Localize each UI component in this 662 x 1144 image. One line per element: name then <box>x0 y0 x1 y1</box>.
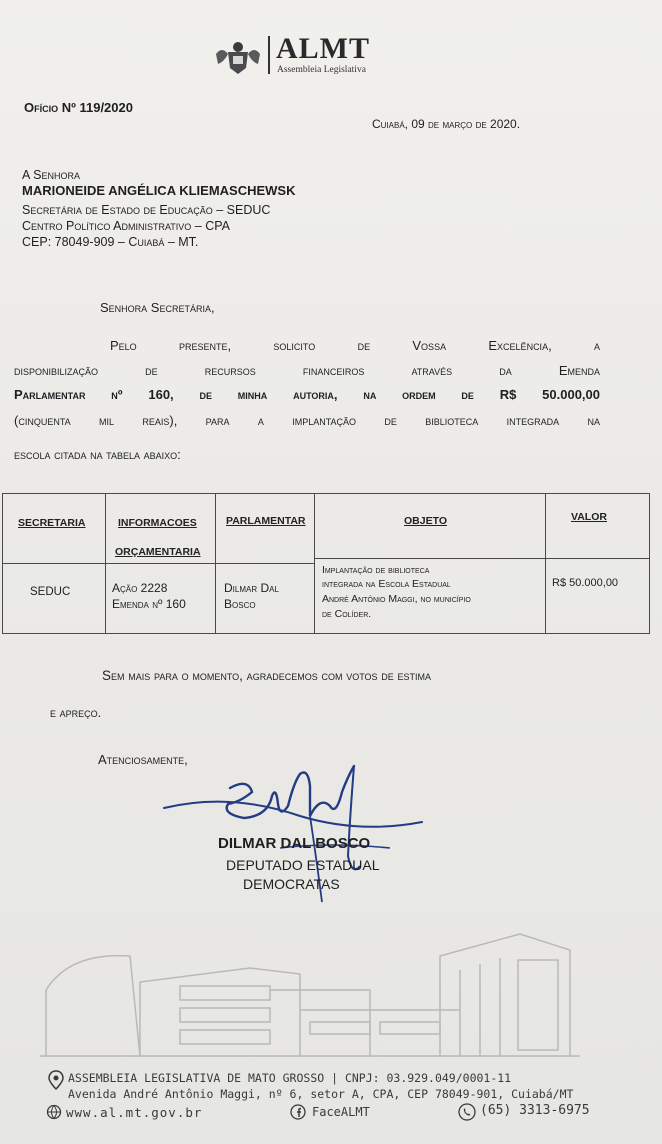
table-cell-secretaria: SEDUC <box>30 586 71 598</box>
logo-divider <box>268 36 270 74</box>
table-cell-objeto-1: Implantação de biblioteca <box>322 564 430 576</box>
table-cell-objeto-4: de Colíder. <box>322 608 372 620</box>
salutation: Senhora Secretária, <box>100 300 215 315</box>
footer-website[interactable]: www.al.mt.gov.br <box>66 1105 203 1120</box>
table-cell-valor: R$ 50.000,00 <box>552 577 619 589</box>
signatory-role: DEPUTADO ESTADUAL <box>226 857 380 873</box>
closing-regards: Atenciosamente, <box>98 752 188 767</box>
table-header-secretaria: SECRETARIA <box>18 517 86 529</box>
phone-icon <box>458 1103 476 1121</box>
logo-title: ALMT <box>276 32 370 65</box>
footer-institution: ASSEMBLEIA LEGISLATIVA DE MATO GROSSO | CNPJ: 03.929.049/0001-11 <box>68 1071 512 1085</box>
letter-date: Cuiabá, 09 de março de 2020. <box>372 117 521 131</box>
table-cell-acao: Ação 2228 <box>112 581 168 595</box>
table-cell-objeto-2: integrada na Escola Estadual <box>322 578 451 590</box>
recipient-line-2: Centro Político Administrativo – CPA <box>22 219 230 233</box>
budget-table <box>2 493 650 635</box>
signatory-name: DILMAR DAL BOSCO <box>218 835 371 852</box>
facebook-icon <box>290 1104 306 1120</box>
body-line: Parlamentar nº 160, de minha autoria, na ordem de R$ 50.000,00 <box>14 387 600 402</box>
table-cell-objeto-3: André Antônio Maggi, no município <box>322 593 471 605</box>
coat-of-arms-icon <box>214 38 262 76</box>
table-cell-emenda: Emenda nº 160 <box>112 597 186 611</box>
table-header-valor: VALOR <box>571 511 607 523</box>
table-header-informacoes: INFORMACOES <box>118 517 197 529</box>
recipient-name: MARIONEIDE ANGÉLICA KLIEMASCHEWSK <box>22 183 296 198</box>
body-line: escola citada na tabela abaixo: <box>14 447 181 462</box>
table-header-objeto: OBJETO <box>404 515 447 527</box>
logo-subtitle: Assembleia Legislativa <box>277 65 366 75</box>
recipient-greeting: A Senhora <box>22 168 80 182</box>
table-cell-parlamentar-2: Bosco <box>224 597 256 611</box>
building-watermark <box>40 930 580 1060</box>
body-line: disponibilização de recursos financeiros através da Emenda <box>14 363 600 378</box>
recipient-line-3: CEP: 78049-909 – Cuiabá – MT. <box>22 235 199 249</box>
letter-number: Ofício Nº 119/2020 <box>24 100 133 115</box>
globe-icon <box>46 1104 62 1120</box>
footer-address: Avenida André Antônio Maggi, nº 6, setor A, CPA, CEP 78049-901, Cuiabá/MT <box>68 1087 574 1101</box>
body-line: Pelo presente, solicito de Vossa Excelência, a <box>110 338 600 353</box>
recipient-line-1: Secretária de Estado de Educação – SEDUC <box>22 203 271 217</box>
footer-facebook[interactable]: FaceALMT <box>312 1105 370 1119</box>
table-header-parlamentar: PARLAMENTAR <box>226 515 306 527</box>
footer-phone[interactable]: (65) 3313-6975 <box>480 1103 590 1118</box>
body-line: (cinquenta mil reais), para a implantação de biblioteca integrada na <box>14 413 600 428</box>
map-pin-icon <box>48 1070 64 1090</box>
closing-line-2: e apreço. <box>50 705 102 720</box>
almt-logo <box>214 32 404 78</box>
table-header-orcamentaria: ORÇAMENTARIA <box>115 546 201 558</box>
table-cell-parlamentar-1: Dilmar Dal <box>224 581 279 595</box>
signatory-party: DEMOCRATAS <box>243 876 340 892</box>
closing-line-1: Sem mais para o momento, agradecemos com votos de estima <box>102 668 432 683</box>
